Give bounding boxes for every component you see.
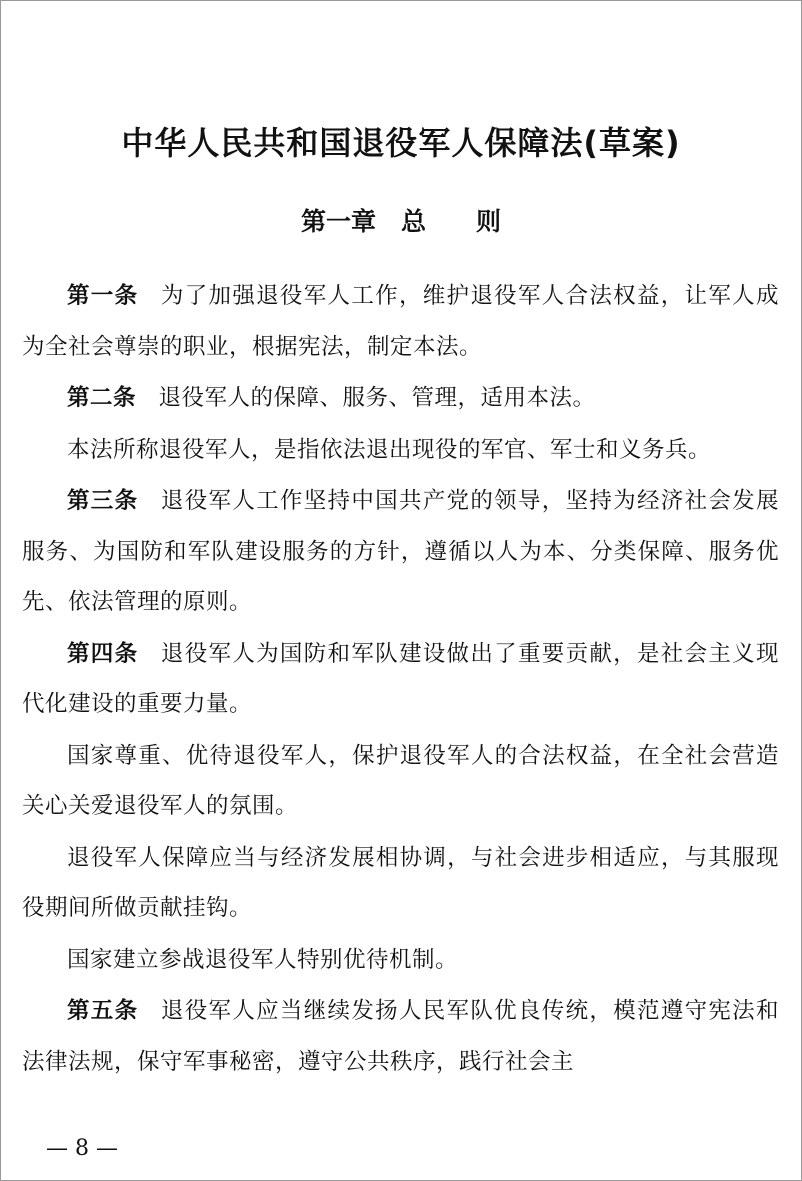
paragraph-article-2 [22, 373, 779, 424]
document-title: 中华人民共和国退役军人保障法(草案) [121, 124, 681, 162]
article-number: 第四条 [67, 640, 139, 667]
paragraph-text: 国家建立参战退役军人特别优待机制。 [67, 946, 459, 973]
paragraph [22, 731, 779, 832]
article-number: 第一条 [67, 283, 139, 309]
paragraph-text: 本法所称退役军人，是指依法退出现役的军官、军士和义务兵。 [67, 436, 712, 463]
paragraph-text: 国家尊重、优待退役军人，保护退役军人的合法权益，在全社会营造关心关爱退役军人的氛围。 [22, 742, 779, 819]
chapter-heading: 第一章 总 则 [300, 207, 501, 236]
paragraph-article-3 [22, 476, 779, 628]
article-number: 第三条 [67, 488, 139, 514]
paragraph [22, 833, 779, 934]
paragraph-text: 为了加强退役军人工作，维护退役军人合法权益，让军人成为全社会尊崇的职业，根据宪法，制定本法。 [22, 283, 779, 360]
paragraph-text: 退役军人工作坚持中国共产党的领导，坚持为经济社会发展服务、为国防和军队建设服务的方针，遵循以人为本、分类保障、服务优先、依法管理的原则。 [22, 488, 779, 615]
paragraph-article-5 [22, 986, 779, 1087]
paragraph [22, 935, 779, 986]
paragraph [22, 425, 779, 476]
article-number: 第二条 [67, 385, 137, 411]
paragraph-text: 退役军人保障应当与经济发展相协调，与社会进步相适应，与其服现役期间所做贡献挂钩。 [22, 844, 779, 921]
page-number: — 8 — [46, 1136, 118, 1161]
paragraph-text: 退役军人的保障、服务、管理，适用本法。 [158, 385, 596, 411]
paragraph-text: 退役军人为国防和军队建设做出了重要贡献，是社会主义现代化建设的重要力量。 [22, 640, 779, 717]
paragraph-text: 退役军人应当继续发扬人民军队优良传统，模范遵守宪法和法律法规，保守军事秘密，遵守公共秩序，践行社会主 [22, 998, 779, 1075]
paragraph-article-4 [22, 629, 779, 730]
paragraph-article-1 [22, 271, 779, 372]
document-body [22, 271, 779, 1088]
article-number: 第五条 [67, 998, 139, 1024]
